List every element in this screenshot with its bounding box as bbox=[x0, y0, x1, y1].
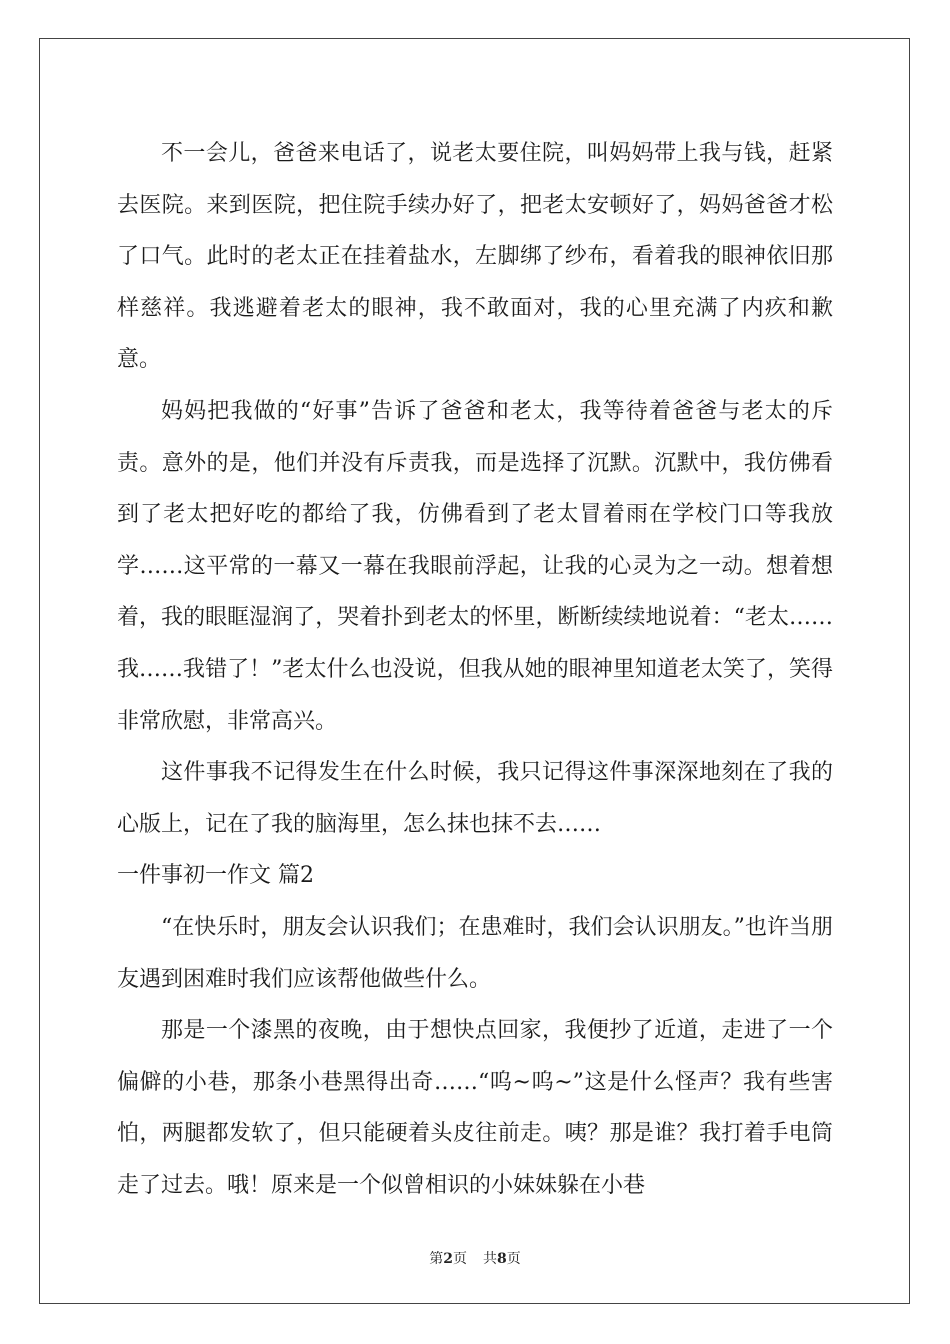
paragraph-2: 妈妈把我做的“好事”告诉了爸爸和老太，我等待着爸爸与老太的斥责。意外的是，他们并没有斥责我，而是选择了沉默。沉默中，我仿佛看到了老太把好吃的都给了我，仿佛看到了老太冒着雨在学校门口等我放学……这平常的一幕又一幕在我眼前浮起，让我的心灵为之一动。想着想着，我的眼眶湿润了，哭着扑到老太的怀里，断断续续地说着：“老太……我……我错了！”老太什么也没说，但我从她的眼神里知道老太笑了，笑得非常欣慰，非常高兴。 bbox=[117, 398, 833, 734]
total-suffix: 页 bbox=[506, 1251, 521, 1267]
section-heading: 一件事初一作文 篇2 bbox=[117, 863, 314, 889]
page-suffix: 页 bbox=[453, 1251, 467, 1267]
page-footer bbox=[0, 1248, 950, 1268]
document-body bbox=[117, 128, 833, 1211]
section-paragraph-1: “在快乐时，朋友会认识我们；在患难时，我们会认识朋友。”也许当朋友遇到困难时我们应该帮他做些什么。 bbox=[117, 914, 833, 992]
page-current: 2 bbox=[443, 1251, 453, 1267]
total-prefix: 共 bbox=[483, 1251, 497, 1267]
paragraph-1: 不一会儿，爸爸来电话了，说老太要住院，叫妈妈带上我与钱，赶紧去医院。来到医院，把住院手续办好了，把老太安顿好了，妈妈爸爸才松了口气。此时的老太正在挂着盐水，左脚绑了纱布，看着我的眼神依旧那样慈祥。我逃避着老太的眼神，我不敢面对，我的心里充满了内疚和歉意。 bbox=[117, 141, 833, 373]
section-paragraph-2: 那是一个漆黑的夜晚，由于想快点回家，我便抄了近道，走进了一个偏僻的小巷，那条小巷黑得出奇……“呜~呜~”这是什么怪声？我有些害怕，两腿都发软了，但只能硬着头皮往前走。咦？那是谁？我打着手电筒走了过去。哦！原来是一个似曾相识的小妹妹躲在小巷 bbox=[117, 1018, 833, 1198]
page-prefix: 第 bbox=[429, 1251, 444, 1267]
page-total: 8 bbox=[497, 1251, 507, 1267]
paragraph-3: 这件事我不记得发生在什么时候，我只记得这件事深深地刻在了我的心版上，记在了我的脑海里，怎么抹也抹不去…… bbox=[117, 760, 833, 837]
